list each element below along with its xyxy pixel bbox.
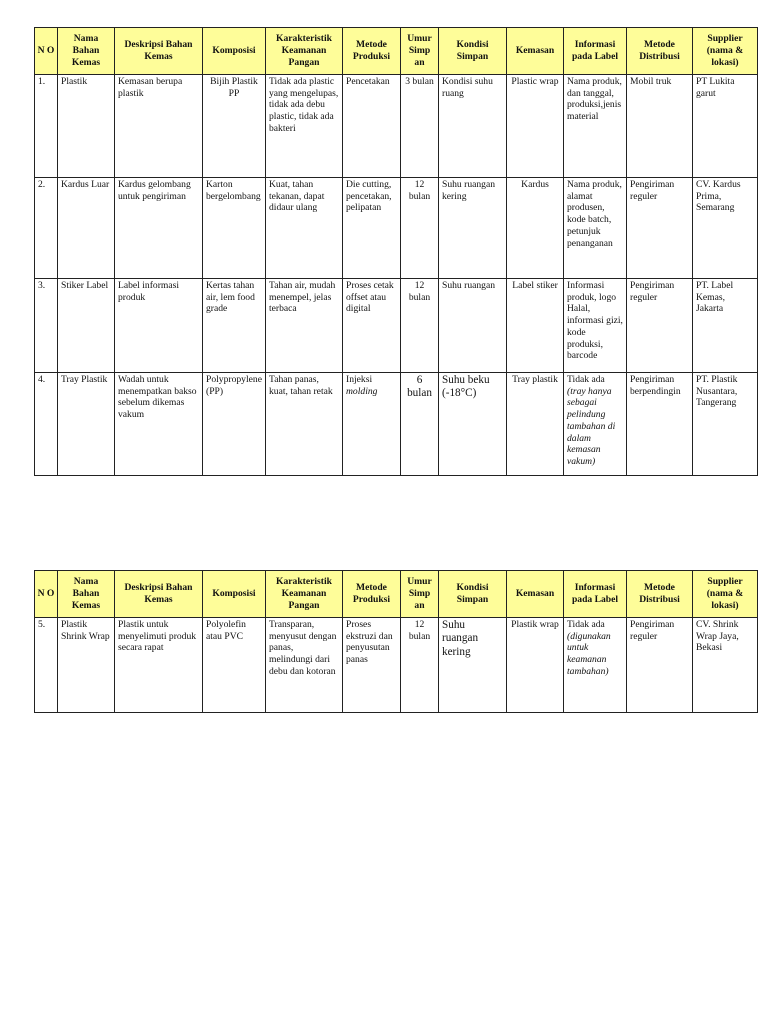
cell-metode-distribusi: Pengiriman reguler: [627, 178, 693, 279]
header-supplier: Supplier (nama & lokasi): [693, 571, 758, 618]
cell-metode-produksi: Proses ekstruzi dan penyusutan panas: [343, 618, 401, 713]
cell-deskripsi: Plastik untuk menyelimuti produk secara rapat: [115, 618, 203, 713]
cell-no: 1.: [35, 75, 58, 178]
cell-kemasan: Tray plastik: [507, 373, 564, 476]
header-nama: Nama Bahan Kemas: [58, 571, 115, 618]
packaging-table-2: [34, 570, 758, 713]
cell-kemasan: Plastik wrap: [507, 618, 564, 713]
cell-karakteristik: Transparan, menyusut dengan panas, melindungi dari debu dan kotoran: [266, 618, 343, 713]
cell-kemasan: Kardus: [507, 178, 564, 279]
cell-supplier: PT Lukita garut: [693, 75, 758, 178]
header-deskripsi: Deskripsi Bahan Kemas: [115, 571, 203, 618]
cell-informasi-label: [564, 373, 627, 476]
table-row: [35, 75, 758, 178]
cell-nama: Plastik Shrink Wrap: [58, 618, 115, 713]
cell-komposisi: Karton bergelombang: [203, 178, 266, 279]
cell-nama: Kardus Luar: [58, 178, 115, 279]
cell-umur-simpan: 12 bulan: [401, 618, 439, 713]
cell-metode-produksi: [343, 373, 401, 476]
table-header-row: [35, 28, 758, 75]
cell-supplier: PT. Label Kemas, Jakarta: [693, 279, 758, 373]
cell-informasi-label: Nama produk, dan tanggal, produksi,jenis material: [564, 75, 627, 178]
cell-no: 4.: [35, 373, 58, 476]
cell-karakteristik: Tahan panas, kuat, tahan retak: [266, 373, 343, 476]
cell-nama: Plastik: [58, 75, 115, 178]
header-informasi-label: Informasi pada Label: [564, 571, 627, 618]
cell-metode-produksi: Pencetakan: [343, 75, 401, 178]
cell-kondisi-simpan: Suhu ruangan: [439, 279, 507, 373]
header-nama: Nama Bahan Kemas: [58, 28, 115, 75]
table-row: [35, 178, 758, 279]
cell-metode-produksi: Proses cetak offset atau digital: [343, 279, 401, 373]
header-kondisi-simpan: Kondisi Simpan: [439, 571, 507, 618]
packaging-table-1: [34, 27, 758, 476]
header-kondisi-simpan: Kondisi Simpan: [439, 28, 507, 75]
cell-informasi-label: [564, 618, 627, 713]
cell-supplier: PT. Plastik Nusantara, Tangerang: [693, 373, 758, 476]
cell-deskripsi: Kardus gelombang untuk pengiriman: [115, 178, 203, 279]
cell-komposisi: Polyolefin atau PVC: [203, 618, 266, 713]
header-no: N O: [35, 571, 58, 618]
header-no: N O: [35, 28, 58, 75]
informasi-label-text: Tidak ada: [567, 619, 605, 630]
header-metode-distribusi: Metode Distribusi: [627, 571, 693, 618]
cell-deskripsi: Wadah untuk menempatkan bakso sebelum dikemas vakum: [115, 373, 203, 476]
table-row: [35, 373, 758, 476]
table-row: [35, 279, 758, 373]
cell-no: 5.: [35, 618, 58, 713]
cell-informasi-label: Nama produk, alamat produsen, kode batch, petunjuk penanganan: [564, 178, 627, 279]
cell-deskripsi: Kemasan berupa plastik: [115, 75, 203, 178]
header-deskripsi: Deskripsi Bahan Kemas: [115, 28, 203, 75]
header-kemasan: Kemasan: [507, 28, 564, 75]
cell-karakteristik: Tahan air, mudah menempel, jelas terbaca: [266, 279, 343, 373]
header-karakteristik: Karakteristik Keamanan Pangan: [266, 571, 343, 618]
cell-nama: Tray Plastik: [58, 373, 115, 476]
metode-produksi-plain: Injeksi: [346, 374, 373, 385]
cell-karakteristik: Kuat, tahan tekanan, dapat didaur ulang: [266, 178, 343, 279]
cell-metode-produksi: Die cutting, pencetakan, pelipatan: [343, 178, 401, 279]
cell-deskripsi: Label informasi produk: [115, 279, 203, 373]
header-metode-produksi: Metode Produksi: [343, 28, 401, 75]
header-komposisi: Komposisi: [203, 571, 266, 618]
header-metode-produksi: Metode Produksi: [343, 571, 401, 618]
header-kemasan: Kemasan: [507, 571, 564, 618]
header-karakteristik: Karakteristik Keamanan Pangan: [266, 28, 343, 75]
cell-metode-distribusi: Pengiriman berpendingin: [627, 373, 693, 476]
cell-supplier: CV. Shrink Wrap Jaya, Bekasi: [693, 618, 758, 713]
header-informasi-label: Informasi pada Label: [564, 28, 627, 75]
cell-kondisi-simpan: Suhu ruangan kering: [439, 178, 507, 279]
cell-umur-simpan: 12 bulan: [401, 178, 439, 279]
informasi-label-text: Tidak ada: [567, 374, 605, 385]
cell-umur-simpan: 3 bulan: [401, 75, 439, 178]
cell-umur-simpan: 6 bulan: [401, 373, 439, 476]
cell-metode-distribusi: Pengiriman reguler: [627, 279, 693, 373]
cell-umur-simpan: 12 bulan: [401, 279, 439, 373]
header-metode-distribusi: Metode Distribusi: [627, 28, 693, 75]
cell-metode-distribusi: Pengiriman reguler: [627, 618, 693, 713]
informasi-label-note: (tray hanya sebagai pelindung tambahan di dalam kemasan vakum): [567, 385, 616, 467]
header-komposisi: Komposisi: [203, 28, 266, 75]
cell-komposisi: Bijih Plastik PP: [203, 75, 266, 178]
cell-no: 3.: [35, 279, 58, 373]
table-row: [35, 618, 758, 713]
cell-kemasan: Label stiker: [507, 279, 564, 373]
cell-komposisi: Kertas tahan air, lem food grade: [203, 279, 266, 373]
cell-nama: Stiker Label: [58, 279, 115, 373]
metode-produksi-italic: molding: [346, 385, 378, 397]
cell-metode-distribusi: Mobil truk: [627, 75, 693, 178]
header-supplier: Supplier (nama & lokasi): [693, 28, 758, 75]
cell-informasi-label: Informasi produk, logo Halal, informasi gizi, kode produksi, barcode: [564, 279, 627, 373]
cell-kondisi-simpan: Suhu ruangan kering: [439, 618, 507, 713]
cell-kemasan: Plastic wrap: [507, 75, 564, 178]
cell-karakteristik: Tidak ada plastic yang mengelupas, tidak ada debu plastic, tidak ada bakteri: [266, 75, 343, 178]
header-umur-simpan: Umur Simp an: [401, 571, 439, 618]
header-umur-simpan: Umur Simp an: [401, 28, 439, 75]
table-header-row: [35, 571, 758, 618]
informasi-label-note: (digunakan untuk keamanan tambahan): [567, 630, 611, 677]
cell-no: 2.: [35, 178, 58, 279]
cell-supplier: CV. Kardus Prima, Semarang: [693, 178, 758, 279]
cell-kondisi-simpan: Kondisi suhu ruang: [439, 75, 507, 178]
cell-komposisi: Polypropylene (PP): [203, 373, 266, 476]
cell-kondisi-simpan: Suhu beku (-18°C): [439, 373, 507, 476]
